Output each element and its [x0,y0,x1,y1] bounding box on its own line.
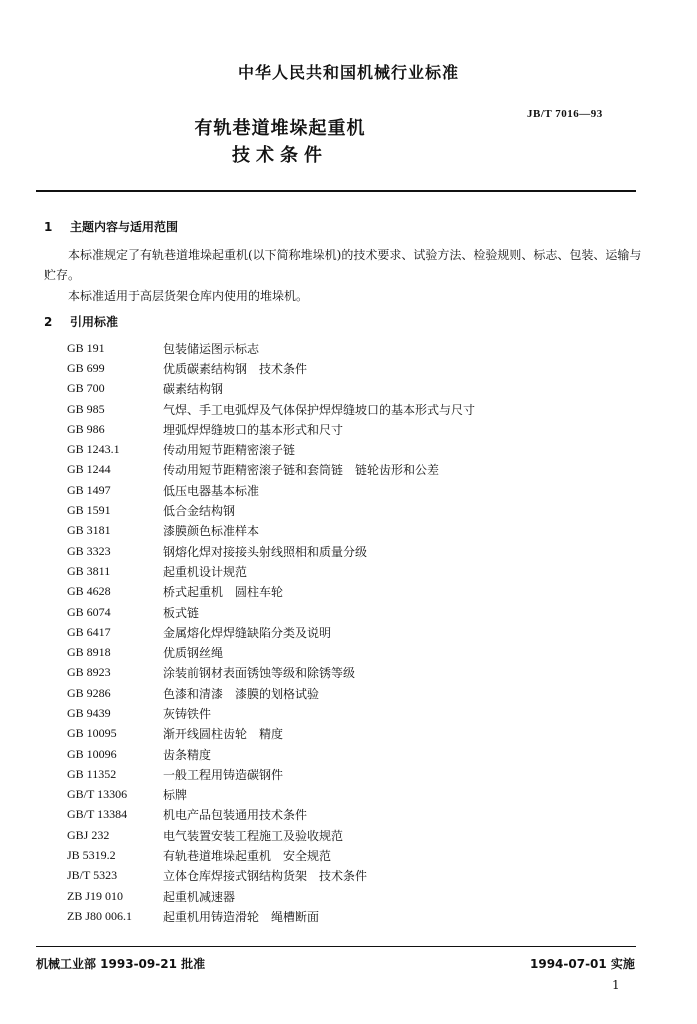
section-1-paragraph-1: 本标准规定了有轨巷道堆垛起重机(以下简称堆垛机)的技术要求、试验方法、检验规则、标志、包装、运输与贮存。 [44,248,642,282]
reference-code: ZB J80 006.1 [67,908,133,923]
reference-row [67,439,627,459]
header-divider [36,190,636,192]
standard-code: JB/T 7016—93 [527,108,603,120]
reference-title: 传动用短节距精密滚子链和套筒链 链轮齿形和公差 [163,463,440,478]
reference-title: 传动用短节距精密滚子链 [163,443,296,458]
reference-title: 优质钢丝绳 [163,646,224,661]
reference-code: GB/T 13384 [67,807,128,822]
reference-code: ZB J19 010 [67,888,124,903]
reference-code: GB 986 [67,421,105,436]
reference-title: 碳素结构钢 [163,382,224,397]
reference-title: 电气装置安装工程施工及验收规范 [163,828,344,843]
reference-code: GB 6417 [67,624,111,639]
section-1-heading [44,218,178,235]
reference-title: 桥式起重机 圆柱车轮 [163,585,284,600]
reference-code: GB 1244 [67,462,111,477]
reference-title: 漆膜颜色标准样本 [163,524,260,539]
reference-row [67,825,627,845]
reference-row [67,460,627,480]
reference-code: GB 4628 [67,584,111,599]
reference-code: JB 5319.2 [67,848,116,863]
reference-code: GBJ 232 [67,827,110,842]
approval-note: 机械工业部 1993-09-21 批准 [36,957,206,971]
reference-title: 优质碳素结构钢 技术条件 [163,361,308,376]
reference-code: GB 10096 [67,746,117,761]
page-number: 1 [612,978,620,992]
reference-title: 立体仓库焊接式钢结构货架 技术条件 [163,869,368,884]
footer-divider [36,946,636,947]
section-title: 引用标准 [70,315,119,329]
reference-row [67,845,627,865]
reference-row [67,521,627,541]
reference-row [67,764,627,784]
reference-code: GB 8918 [67,645,111,660]
reference-code: GB 191 [67,340,105,355]
reference-row [67,419,627,439]
effective-date: 1994-07-01 实施 [530,957,635,971]
reference-row [67,582,627,602]
document-subtitle: 技术条件 [232,145,328,166]
reference-row [67,379,627,399]
reference-title: 灰铸铁件 [163,706,212,721]
reference-title: 钢熔化焊对接接头射线照相和质量分级 [163,544,368,559]
reference-title: 低压电器基本标准 [163,483,260,498]
reference-code: GB 3323 [67,543,111,558]
reference-title: 有轨巷道堆垛起重机 安全规范 [163,849,332,864]
reference-title: 低合金结构钢 [163,504,236,519]
reference-row [67,906,627,926]
reference-row [67,358,627,378]
reference-title: 一般工程用铸造碳钢件 [163,767,284,782]
industry-standard-heading: 中华人民共和国机械行业标准 [237,63,459,82]
reference-code: GB 10095 [67,726,117,741]
reference-code: GB/T 13306 [67,787,128,802]
section-title: 主题内容与适用范围 [70,220,179,234]
reference-row [67,399,627,419]
reference-row [67,866,627,886]
reference-title: 色漆和清漆 漆膜的划格试验 [163,686,320,701]
reference-code: GB 11352 [67,766,117,781]
reference-code: GB 3811 [67,563,111,578]
reference-row [67,703,627,723]
reference-row [67,785,627,805]
document-title: 有轨巷道堆垛起重机 [194,118,366,139]
reference-code: GB 9286 [67,685,111,700]
reference-row [67,500,627,520]
reference-title: 起重机减速器 [163,889,236,904]
reference-code: GB 8923 [67,665,111,680]
reference-row [67,622,627,642]
reference-code: GB 1243.1 [67,442,120,457]
reference-row [67,338,627,358]
reference-row [67,724,627,744]
reference-title: 涂装前钢材表面锈蚀等级和除锈等级 [163,666,356,681]
reference-title: 埋弧焊焊缝坡口的基本形式和尺寸 [163,422,344,437]
reference-code: GB 1497 [67,482,111,497]
reference-code: GB 6074 [67,604,111,619]
reference-row [67,683,627,703]
reference-code: GB 3181 [67,523,111,538]
reference-row [67,663,627,683]
section-2-heading [44,313,118,330]
reference-row [67,642,627,662]
reference-title: 包装储运图示标志 [163,341,260,356]
reference-title: 气焊、手工电弧焊及气体保护焊焊缝坡口的基本形式与尺寸 [163,402,476,417]
referenced-standards-list [67,338,627,927]
reference-code: GB 700 [67,381,105,396]
reference-title: 金属熔化焊焊缝缺陷分类及说明 [163,625,332,640]
reference-row [67,805,627,825]
reference-title: 起重机用铸造滑轮 绳槽断面 [163,909,320,924]
section-number: 1 [44,220,53,234]
reference-row [67,541,627,561]
reference-row [67,480,627,500]
reference-code: JB/T 5323 [67,868,118,883]
section-1-paragraph-2: 本标准适用于高层货架仓库内使用的堆垛机。 [68,289,309,303]
reference-title: 板式链 [163,605,200,620]
reference-title: 齿条精度 [163,747,212,762]
reference-code: GB 985 [67,401,105,416]
reference-title: 起重机设计规范 [163,564,248,579]
reference-title: 渐开线圆柱齿轮 精度 [163,727,284,742]
reference-title: 标牌 [163,788,188,803]
reference-row [67,602,627,622]
reference-code: GB 699 [67,360,105,375]
reference-code: GB 9439 [67,705,111,720]
reference-title: 机电产品包装通用技术条件 [163,808,308,823]
reference-row [67,561,627,581]
reference-row [67,744,627,764]
reference-code: GB 1591 [67,503,111,518]
reference-row [67,886,627,906]
section-number: 2 [44,315,53,329]
